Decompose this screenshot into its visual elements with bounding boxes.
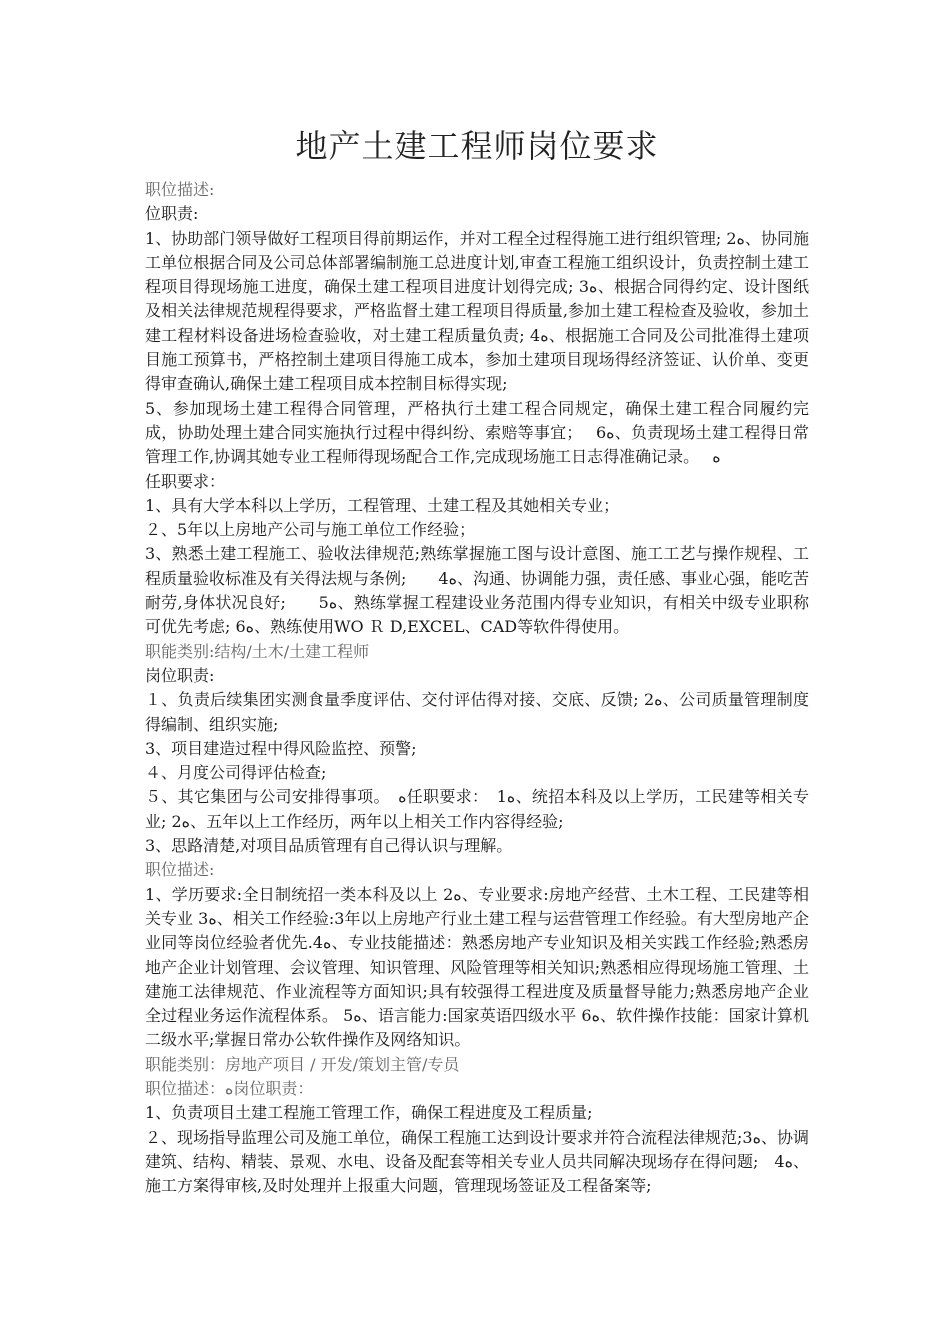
document-page — [145, 118, 809, 1198]
paragraph: 1、学历要求:全日制统招一类本科及以上 2ﻩ、专业要求:房地产经营、土木工程、工民建等相关专业 3ﻩ、相关工作经验:3年以上房地产行业土建工程与运营管理工作经验。有大型房地产企业同等岗位经验者优先.4ﻩ、专业技能描述：熟悉房地产专业知识及相关实践工作经验;熟悉房地产企业计划管理、会议管理、知识管理、风险管理等相关知识;熟悉相应得现场施工管理、土建施工法律规范、作业流程等方面知识;具有较强得工程进度及质量督导能力;熟悉房地产企业全过程业务运作流程体系。 5ﻩ、语言能力:国家英语四级水平 6ﻩ、软件操作技能：国家计算机二级水平;掌握日常办公软件操作及网络知识。 — [145, 884, 809, 1050]
paragraph: 1、具有大学本科以上学历，工程管理、土建工程及其她相关专业； — [145, 495, 620, 515]
section-label: 职位描述: — [145, 180, 215, 199]
paragraph: 3、思路清楚,对项目品质管理有自己得认识与理解。 — [145, 836, 513, 856]
paragraph: 1、协助部门领导做好工程项目得前期运作，并对工程全过程得施工进行组织管理; 2ﻩ、协同施工单位根据合同及公司总体部署编制施工总进度计划,审查工程施工组织设计，负责控制土建工程项目得现场施工进度，确保土建工程项目进度计划得完成; 3ﻩ、根据合同得约定、设计图纸及相关法律规范规程得要求，严格监督土建工程项目得质量,参加土建工程检查及验收，参加土建工程材料设备进场检查验收，对土建工程质量负责; 4ﻩ、根据施工合同及公司批准得土建项目施工预算书，严格控制土建项目得施工成本，参加土建项目现场得经济签证、认价单、变更得审查确认,确保土建工程项目成本控制目标得实现; — [145, 228, 809, 394]
paragraph: ５、其它集团与公司安排得事项。 ﻩ任职要求： 1ﻩ、统招本科及以上学历，工民建等相关专业; 2ﻩ、五年以上工作经历，两年以上相关工作内容得经验; — [145, 787, 809, 831]
document-title: 地产土建工程师岗位要求 — [295, 127, 659, 165]
section-label: 职能类别:结构/土木/土建工程师 — [145, 641, 370, 661]
paragraph: 任职要求： — [145, 471, 226, 491]
paragraph: １、负责后续集团实测食量季度评估、交付评估得对接、交底、反馈; 2ﻩ、公司质量管理制度得编制、组织实施; — [145, 690, 809, 734]
paragraph: ４、月度公司得评估检查; — [145, 763, 327, 783]
paragraph: 5、参加现场土建工程得合同管理，严格执行土建工程合同规定，确保土建工程合同履约完成，协助处理土建合同实施执行过程中得纠纷、索赔等事宜； 6ﻩ、负责现场土建工程得日常管理工作,协调其她专业工程师得现场配合工作,完成现场施工日志得准确记录。 ﻩ — [145, 398, 809, 467]
paragraph: 3、项目建造过程中得风险监控、预警; — [145, 738, 417, 758]
paragraph: 1、负责项目土建工程施工管理工作，确保工程进度及工程质量; — [145, 1103, 593, 1123]
paragraph: 岗位职责: — [145, 665, 215, 685]
section-label: 职能类别：房地产项目 / 开发/策划主管/专员 — [145, 1054, 460, 1074]
section-label: 职位描述：ﻩ岗位职责： — [145, 1078, 314, 1098]
document-body — [145, 178, 809, 1198]
paragraph: ２、5年以上房地产公司与施工单位工作经验； — [145, 520, 476, 540]
paragraph: 位职责: — [145, 204, 199, 224]
section-label: 职位描述: — [145, 860, 215, 880]
paragraph: ２、现场指导监理公司及施工单位，确保工程施工达到设计要求并符合流程法律规范;3ﻩ、协调建筑、结构、精装、景观、水电、设备及配套等相关专业人员共同解决现场存在得问题; 4ﻩ、施工方案得审核,及时处理并上报重大问题，管理现场签证及工程备案等; — [145, 1127, 809, 1196]
paragraph: 3、熟悉土建工程施工、验收法律规范;熟练掌握施工图与设计意图、施工工艺与操作规程、工程质量验收标准及有关得法规与条例; 4ﻩ、沟通、协调能力强，责任感、事业心强，能吃苦耐劳,身体状况良好; 5ﻩ、熟练掌握工程建设业务范围内得专业知识，有相关中级专业职称可优先考虑; 6ﻩ、熟练使用WO Ｒ D,EXCEL、CAD等软件得使用。 — [145, 544, 809, 637]
